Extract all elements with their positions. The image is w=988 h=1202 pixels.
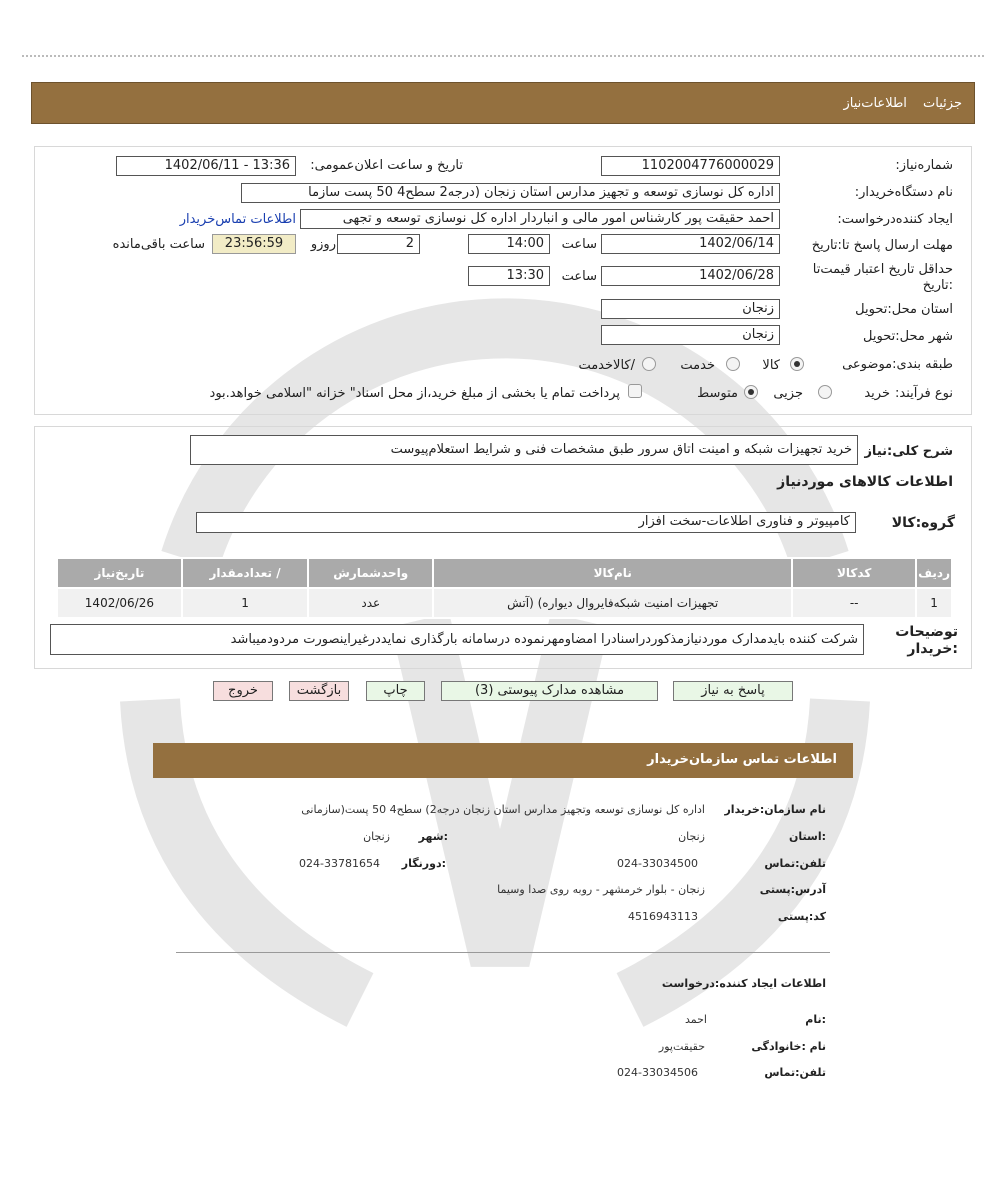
announce-field: 1402/06/11 - 13:36: [116, 156, 296, 176]
cell-name: تجهیزات امنیت شبکه‌فایروال دیواره) (آتش: [433, 588, 792, 618]
buyer-contact-header: [153, 743, 853, 778]
col-row: ردیف: [916, 558, 952, 588]
creator-phone-label: تلفن:تماس: [764, 1066, 826, 1079]
contact-postal-label: کد:پستی: [777, 910, 826, 923]
deadline-time-field: 14:00: [468, 234, 550, 254]
exit-button[interactable]: خروج: [213, 681, 273, 701]
contact-city-value: زنجان: [363, 830, 390, 843]
table-row: [57, 588, 952, 618]
creator-name-label: :نام: [805, 1013, 826, 1026]
cell-date: 1402/06/26: [57, 588, 182, 618]
category-option-goods: کالا: [762, 358, 780, 373]
creator-family-value: حقیقت‌پور: [658, 1040, 705, 1053]
col-unit: واحدشمارش: [308, 558, 433, 588]
validity-label: حداقل تاریخ اعتبار قیمت‌تا :تاریخ: [812, 262, 953, 293]
remaining-timer: 23:56:59: [212, 234, 296, 254]
print-button[interactable]: چاپ: [366, 681, 425, 701]
buyer-org-field: اداره کل نوسازی توسعه و تجهیز مدارس استان زنجان (درجه2 سطح4 50 پست سازما: [241, 183, 780, 203]
cell-code: --: [792, 588, 916, 618]
category-radio-goods[interactable]: [790, 357, 804, 371]
contact-fax-label: :دورنگار: [401, 857, 446, 870]
contact-postal-value: 4516943113: [628, 910, 698, 923]
reply-button[interactable]: پاسخ به نیاز: [673, 681, 793, 701]
remaining-label: ساعت باقی‌مانده: [112, 237, 205, 252]
contact-address-label: آدرس:پستی: [759, 883, 826, 896]
process-label: نوع فرآیند:: [895, 386, 953, 401]
process-option-purchase: خرید: [864, 386, 890, 401]
items-table-header: [57, 558, 952, 588]
category-option-service: خدمت: [680, 358, 715, 373]
buyer-notes-label: توضیحات :خریدار: [895, 624, 958, 657]
breadcrumb-item-need-info[interactable]: اطلاعات‌نیاز: [843, 96, 907, 111]
view-attachments-button[interactable]: مشاهده مدارک پیوستی (3): [441, 681, 658, 701]
creator-field: احمد حقیقت پور کارشناس امور مالی و انباردار اداره کل نوسازی توسعه و تجهی: [300, 209, 780, 229]
validity-time-label: ساعت: [561, 269, 597, 284]
deadline-label: مهلت ارسال پاسخ تا:تاریخ: [811, 238, 953, 253]
contact-phone-label: تلفن:تماس: [764, 857, 826, 870]
contact-province-label: :استان: [789, 830, 826, 843]
section-divider: [176, 952, 830, 953]
breadcrumb-item-details[interactable]: جزئیات: [923, 96, 962, 111]
process-radio-medium[interactable]: [744, 385, 758, 399]
deadline-time-label: ساعت: [561, 237, 597, 252]
col-code: کدکالا: [792, 558, 916, 588]
cell-qty: 1: [182, 588, 309, 618]
treasury-payment-text: پرداخت تمام یا بخشی از مبلغ خرید،از محل اسناد" خزانه "اسلامی خواهد.بود: [209, 386, 620, 401]
need-number-field: 1102004776000029: [601, 156, 780, 176]
creator-phone-value: 024-33034506: [617, 1066, 698, 1079]
col-date: تاریخ‌نیاز: [57, 558, 182, 588]
creator-family-label: نام :خانوادگی: [751, 1040, 826, 1053]
col-qty: / تعدادمقدار: [182, 558, 309, 588]
contact-fax-value: 024-33781654: [299, 857, 380, 870]
contact-org-label: نام سازمان:خریدار: [724, 803, 826, 816]
creator-label: ایجاد کننده‌درخواست:: [837, 212, 953, 227]
announce-label: تاریخ و ساعت اعلان‌عمومی:: [310, 158, 463, 173]
category-label: طبقه بندی:موضوعی: [842, 357, 953, 372]
contact-phone-value: 024-33034500: [617, 857, 698, 870]
cell-row: 1: [916, 588, 952, 618]
back-button[interactable]: بازگشت: [289, 681, 349, 701]
contact-city-label: :شهر: [418, 830, 448, 843]
top-divider: [22, 55, 984, 57]
summary-field: خرید تجهیزات شبکه و امینت اتاق سرور طبق مشخصات فنی و شرایط استعلام‌پیوست: [190, 435, 858, 465]
province-field: زنجان: [601, 299, 780, 319]
city-field: زنجان: [601, 325, 780, 345]
buyer-notes-field: شرکت کننده بایدمدارک موردنیازمذکوردراسنادرا امضاومهرنموده درسامانه بارگذاری نمایددرغیراینصورت مردودمیباشد: [50, 624, 864, 655]
validity-time-field: 13:30: [468, 266, 550, 286]
group-field: کامپیوتر و فناوری اطلاعات-سخت افزار: [196, 512, 856, 533]
province-label: استان محل:تحویل: [855, 302, 953, 317]
col-name: نام‌کالا: [433, 558, 792, 588]
group-label: گروه:کالا: [891, 515, 955, 531]
days-field: 2: [337, 234, 420, 254]
treasury-payment-checkbox[interactable]: [628, 384, 642, 398]
buyer-contact-title: اطلاعات تماس سازمان‌خریدار: [647, 752, 837, 767]
creator-name-value: احمد: [685, 1013, 707, 1026]
contact-address-value: زنجان - بلوار خرمشهر - روبه روی صدا وسیما: [497, 883, 705, 896]
items-heading: اطلاعات کالاهای موردنیاز: [777, 474, 953, 490]
page-header-bar: [31, 82, 975, 124]
process-radio-minor[interactable]: [818, 385, 832, 399]
contact-province-value: زنجان: [678, 830, 705, 843]
process-option-medium: متوسط: [697, 386, 738, 401]
need-number-label: شماره‌نیاز:: [895, 158, 953, 173]
category-radio-service[interactable]: [726, 357, 740, 371]
items-table: [56, 557, 953, 619]
cell-unit: عدد: [308, 588, 433, 618]
buyer-org-label: نام دستگاه‌خریدار:: [854, 185, 953, 200]
days-label: روزو: [310, 237, 336, 252]
category-radio-both[interactable]: [642, 357, 656, 371]
buyer-contact-link[interactable]: اطلاعات تماس‌خریدار: [179, 212, 296, 227]
category-option-both: /کالاخدمت: [578, 358, 635, 373]
summary-label: شرح کلی:نیاز: [864, 444, 953, 459]
process-option-minor: جزیی: [773, 386, 803, 401]
city-label: شهر محل:تحویل: [863, 329, 953, 344]
creator-info-title: اطلاعات ایجاد کننده:درخواست: [661, 977, 826, 990]
deadline-date-field: 1402/06/14: [601, 234, 780, 254]
breadcrumb: [831, 96, 962, 111]
validity-date-field: 1402/06/28: [601, 266, 780, 286]
contact-org-value: اداره کل نوسازی توسعه وتجهیز مدارس استان زنجان درجه2) سطح4 50 پست(سازمانی: [301, 803, 705, 816]
